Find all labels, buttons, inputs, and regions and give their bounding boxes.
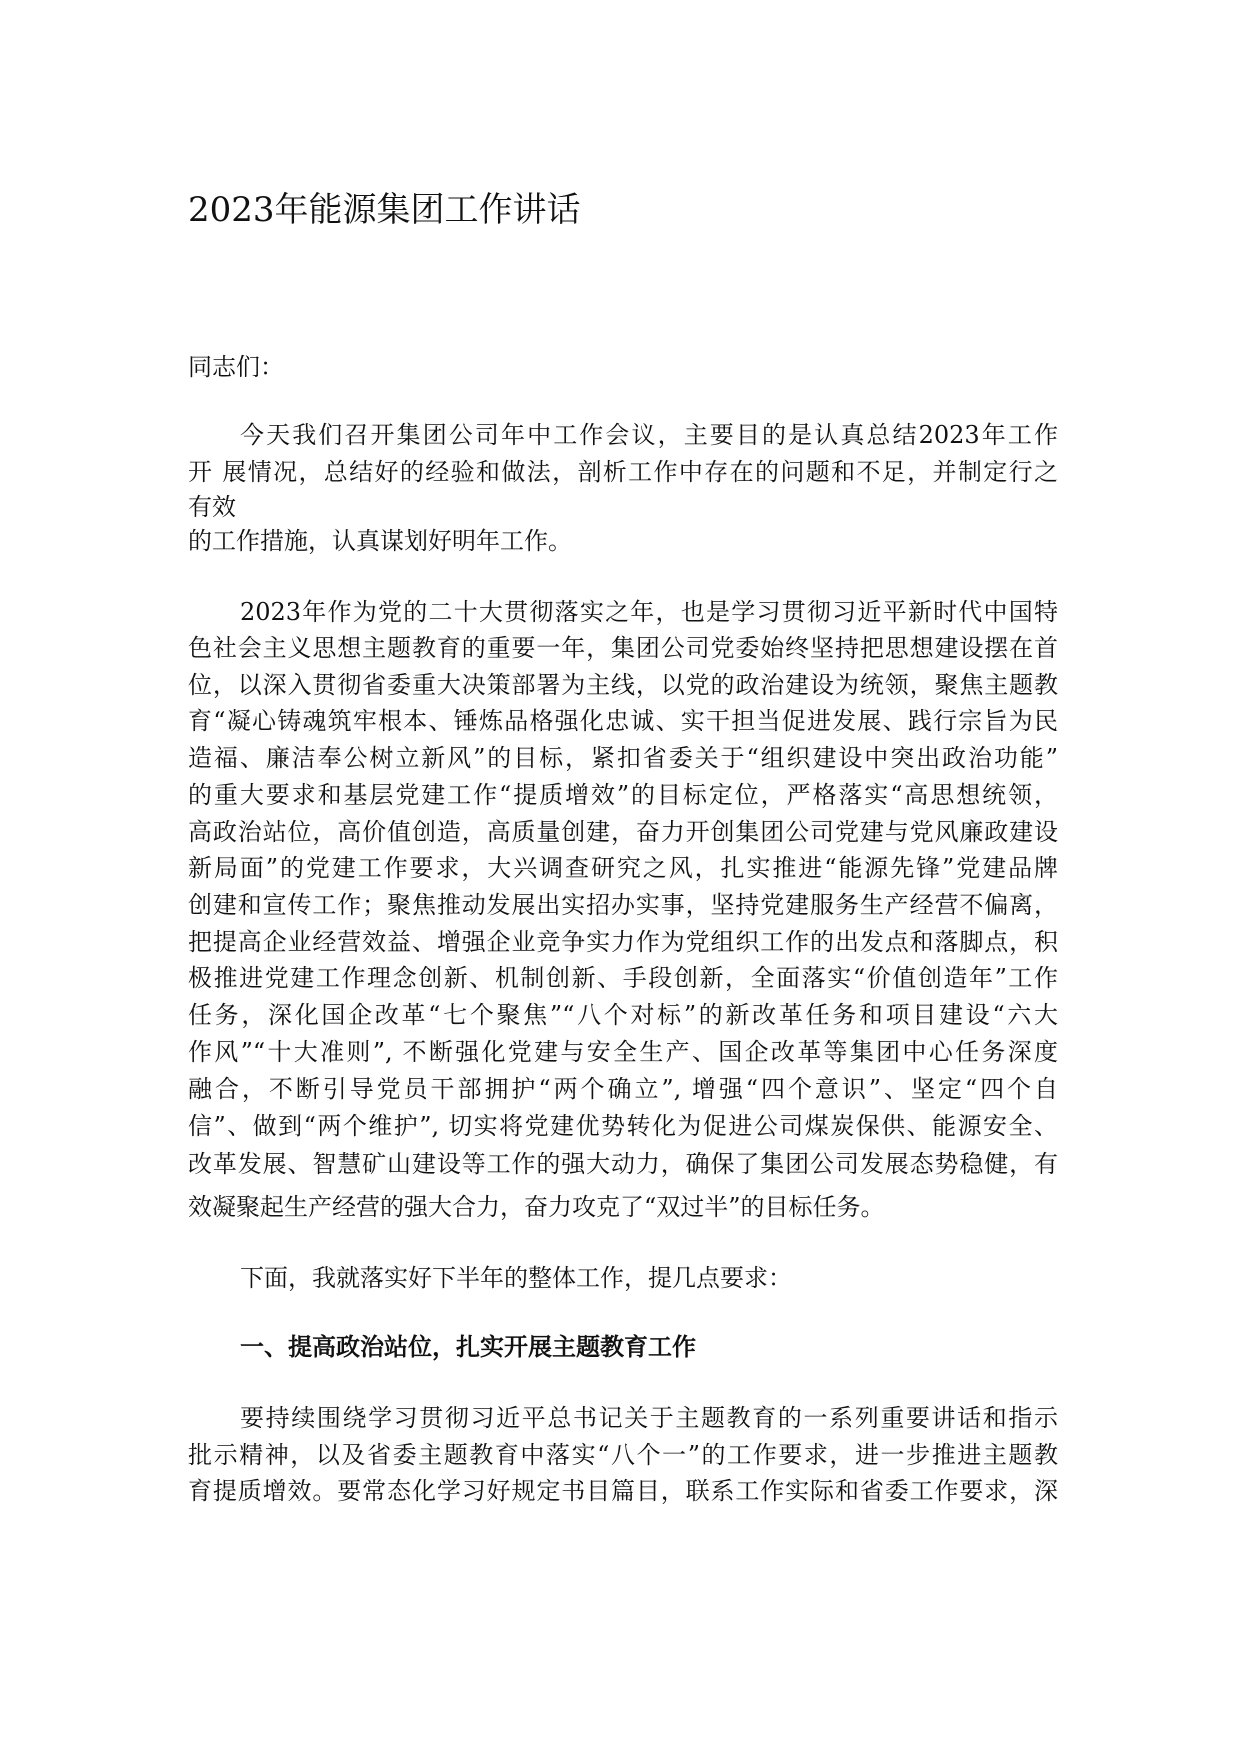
paragraph-line: 要持续围绕学习贯彻习近平总书记关于主题教育的一系列重要讲话和指示	[240, 1404, 1058, 1432]
paragraph-line: 的重大要求和基层党建工作“提质增效”的目标定位，严格落实“高思想统领，	[188, 781, 1058, 809]
paragraph-line: 育“凝心铸魂筑牢根本、锤炼品格强化忠诚、实干担当促进发展、践行宗旨为民	[188, 707, 1058, 735]
paragraph-line: 开 展情况，总结好的经验和做法，剖析工作中存在的问题和不足，并制定行之	[188, 458, 1058, 486]
paragraph-line: 位，以深入贯彻省委重大决策部署为主线，以党的政治建设为统领，聚焦主题教	[188, 671, 1058, 699]
section-heading: 一、提高政治站位，扎实开展主题教育工作	[240, 1332, 696, 1361]
paragraph-line: 把提高企业经营效益、增强企业竞争实力作为党组织工作的出发点和落脚点，积	[188, 928, 1058, 956]
paragraph-line: 融合，不断引导党员干部拥护“两个确立”, 增强“四个意识”、坚定“四个自	[188, 1075, 1058, 1103]
paragraph-line: 育提质增效。要常态化学习好规定书目篇目，联系工作实际和省委工作要求，深	[188, 1477, 1058, 1505]
paragraph-line: 批示精神，以及省委主题教育中落实“八个一”的工作要求，进一步推进主题教	[188, 1441, 1058, 1469]
paragraph-line: 今天我们召开集团公司年中工作会议，主要目的是认真总结2023年工作	[240, 421, 1058, 449]
paragraph-line: 色社会主义思想主题教育的重要一年，集团公司党委始终坚持把思想建设摆在首	[188, 634, 1058, 662]
paragraph-line: 的工作措施，认真谋划好明年工作。	[188, 527, 572, 555]
paragraph-line: 任务，深化国企改革“七个聚焦”“八个对标”的新改革任务和项目建设“六大	[188, 1001, 1058, 1029]
paragraph-line: 有效	[188, 493, 236, 521]
paragraph-line: 效凝聚起生产经营的强大合力，奋力攻克了“双过半”的目标任务。	[188, 1193, 885, 1221]
paragraph-line: 极推进党建工作理念创新、机制创新、手段创新，全面落实“价值创造年”工作	[188, 964, 1058, 992]
paragraph-line: 信”、做到“两个维护”, 切实将党建优势转化为促进公司煤炭保供、能源安全、	[188, 1112, 1058, 1140]
paragraph-line: 下面，我就落实好下半年的整体工作，提几点要求：	[240, 1264, 792, 1292]
document-title: 2023年能源集团工作讲话	[188, 190, 581, 230]
salutation: 同志们：	[188, 353, 284, 381]
paragraph-line: 新局面”的党建工作要求，大兴调查研究之风，扎实推进“能源先锋”党建品牌	[188, 854, 1058, 882]
paragraph-line: 创建和宣传工作；聚焦推动发展出实招办实事，坚持党建服务生产经营不偏离，	[188, 891, 1058, 919]
paragraph-line: 改革发展、智慧矿山建设等工作的强大动力，确保了集团公司发展态势稳健，有	[188, 1150, 1058, 1178]
paragraph-line: 作风”“十大准则”, 不断强化党建与安全生产、国企改革等集团中心任务深度	[188, 1038, 1058, 1066]
paragraph-line: 2023年作为党的二十大贯彻落实之年，也是学习贯彻习近平新时代中国特	[240, 598, 1058, 626]
paragraph-line: 造福、廉洁奉公树立新风”的目标，紧扣省委关于“组织建设中突出政治功能”	[188, 744, 1058, 772]
paragraph-line: 高政治站位，高价值创造，高质量创建，奋力开创集团公司党建与党风廉政建设	[188, 818, 1058, 846]
